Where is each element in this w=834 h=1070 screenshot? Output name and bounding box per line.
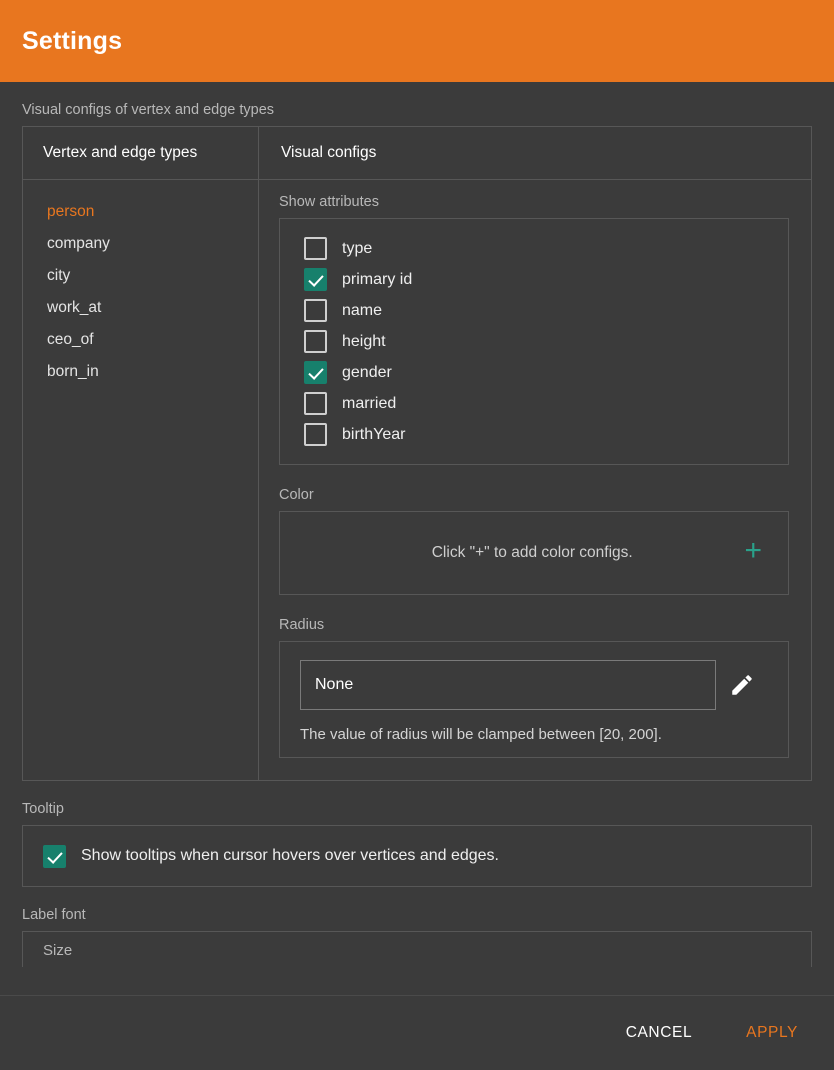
tooltip-caption: Tooltip xyxy=(22,801,64,817)
visual-configs-content xyxy=(259,180,811,780)
dialog-footer xyxy=(0,995,834,1070)
tooltip-setting-row[interactable] xyxy=(22,825,812,887)
radius-input[interactable] xyxy=(300,660,716,710)
checkbox-gender[interactable] xyxy=(304,361,327,384)
type-item-person[interactable]: person xyxy=(47,203,95,220)
color-label: Color xyxy=(279,487,314,503)
checkbox-name[interactable] xyxy=(304,299,327,322)
label-font-caption: Label font xyxy=(22,907,86,923)
attribute-row-gender[interactable] xyxy=(280,357,788,388)
visual-configs-caption: Visual configs of vertex and edge types xyxy=(22,102,275,118)
checkbox-birthyear[interactable] xyxy=(304,423,327,446)
attribute-row-name[interactable] xyxy=(280,295,788,326)
configs-column-header-label: Visual configs xyxy=(281,144,377,161)
label-font-box xyxy=(22,931,812,967)
checkbox-type[interactable] xyxy=(304,237,327,260)
configs-column-header xyxy=(259,127,811,179)
attribute-label-married: married xyxy=(342,394,397,412)
attribute-label-birthyear: birthYear xyxy=(342,425,406,443)
cancel-button[interactable]: CANCEL xyxy=(622,1018,696,1048)
label-font-size-label: Size xyxy=(43,942,73,959)
type-item-city[interactable]: city xyxy=(47,267,71,284)
page-title: Settings xyxy=(22,26,123,55)
attribute-row-married[interactable] xyxy=(280,388,788,419)
tooltip-setting-label: Show tooltips when cursor hovers over vertices and edges. xyxy=(81,847,499,864)
attribute-label-name: name xyxy=(342,301,383,319)
types-list xyxy=(23,180,259,780)
panel-content xyxy=(23,180,811,780)
attribute-row-height[interactable] xyxy=(280,326,788,357)
radius-label: Radius xyxy=(279,617,325,633)
attribute-row-primary-id[interactable] xyxy=(280,264,788,295)
checkbox-married[interactable] xyxy=(304,392,327,415)
dialog-body xyxy=(0,82,834,1070)
color-configs-box xyxy=(279,511,789,595)
pencil-icon[interactable] xyxy=(716,672,768,698)
color-hint-text: Click "+" to add color configs. xyxy=(431,544,633,561)
attribute-label-type: type xyxy=(342,239,373,257)
type-item-ceo-of[interactable]: ceo_of xyxy=(47,331,94,348)
attribute-row-type[interactable] xyxy=(280,233,788,264)
radius-box xyxy=(279,641,789,758)
checkbox-height[interactable] xyxy=(304,330,327,353)
attributes-list xyxy=(279,218,789,465)
attribute-label-height: height xyxy=(342,332,386,350)
types-column-header-label: Vertex and edge types xyxy=(43,144,198,161)
visual-configs-panel xyxy=(22,126,812,781)
panel-header-row xyxy=(23,127,811,180)
apply-button[interactable]: APPLY xyxy=(742,1018,802,1048)
type-item-work-at[interactable]: work_at xyxy=(47,299,102,316)
type-item-born-in[interactable]: born_in xyxy=(47,363,99,380)
show-attributes-label: Show attributes xyxy=(279,194,379,210)
attribute-label-gender: gender xyxy=(342,363,392,381)
type-item-company[interactable]: company xyxy=(47,235,110,252)
radius-note: The value of radius will be clamped between [20, 200]. xyxy=(300,726,662,743)
plus-icon[interactable]: + xyxy=(744,534,762,567)
dialog-header xyxy=(0,0,834,82)
types-column-header xyxy=(23,127,259,179)
checkbox-show-tooltips[interactable] xyxy=(43,845,66,868)
attribute-label-primary-id: primary id xyxy=(342,270,413,288)
checkbox-primary-id[interactable] xyxy=(304,268,327,291)
radius-row xyxy=(300,660,768,710)
attribute-row-birthyear[interactable] xyxy=(280,419,788,450)
